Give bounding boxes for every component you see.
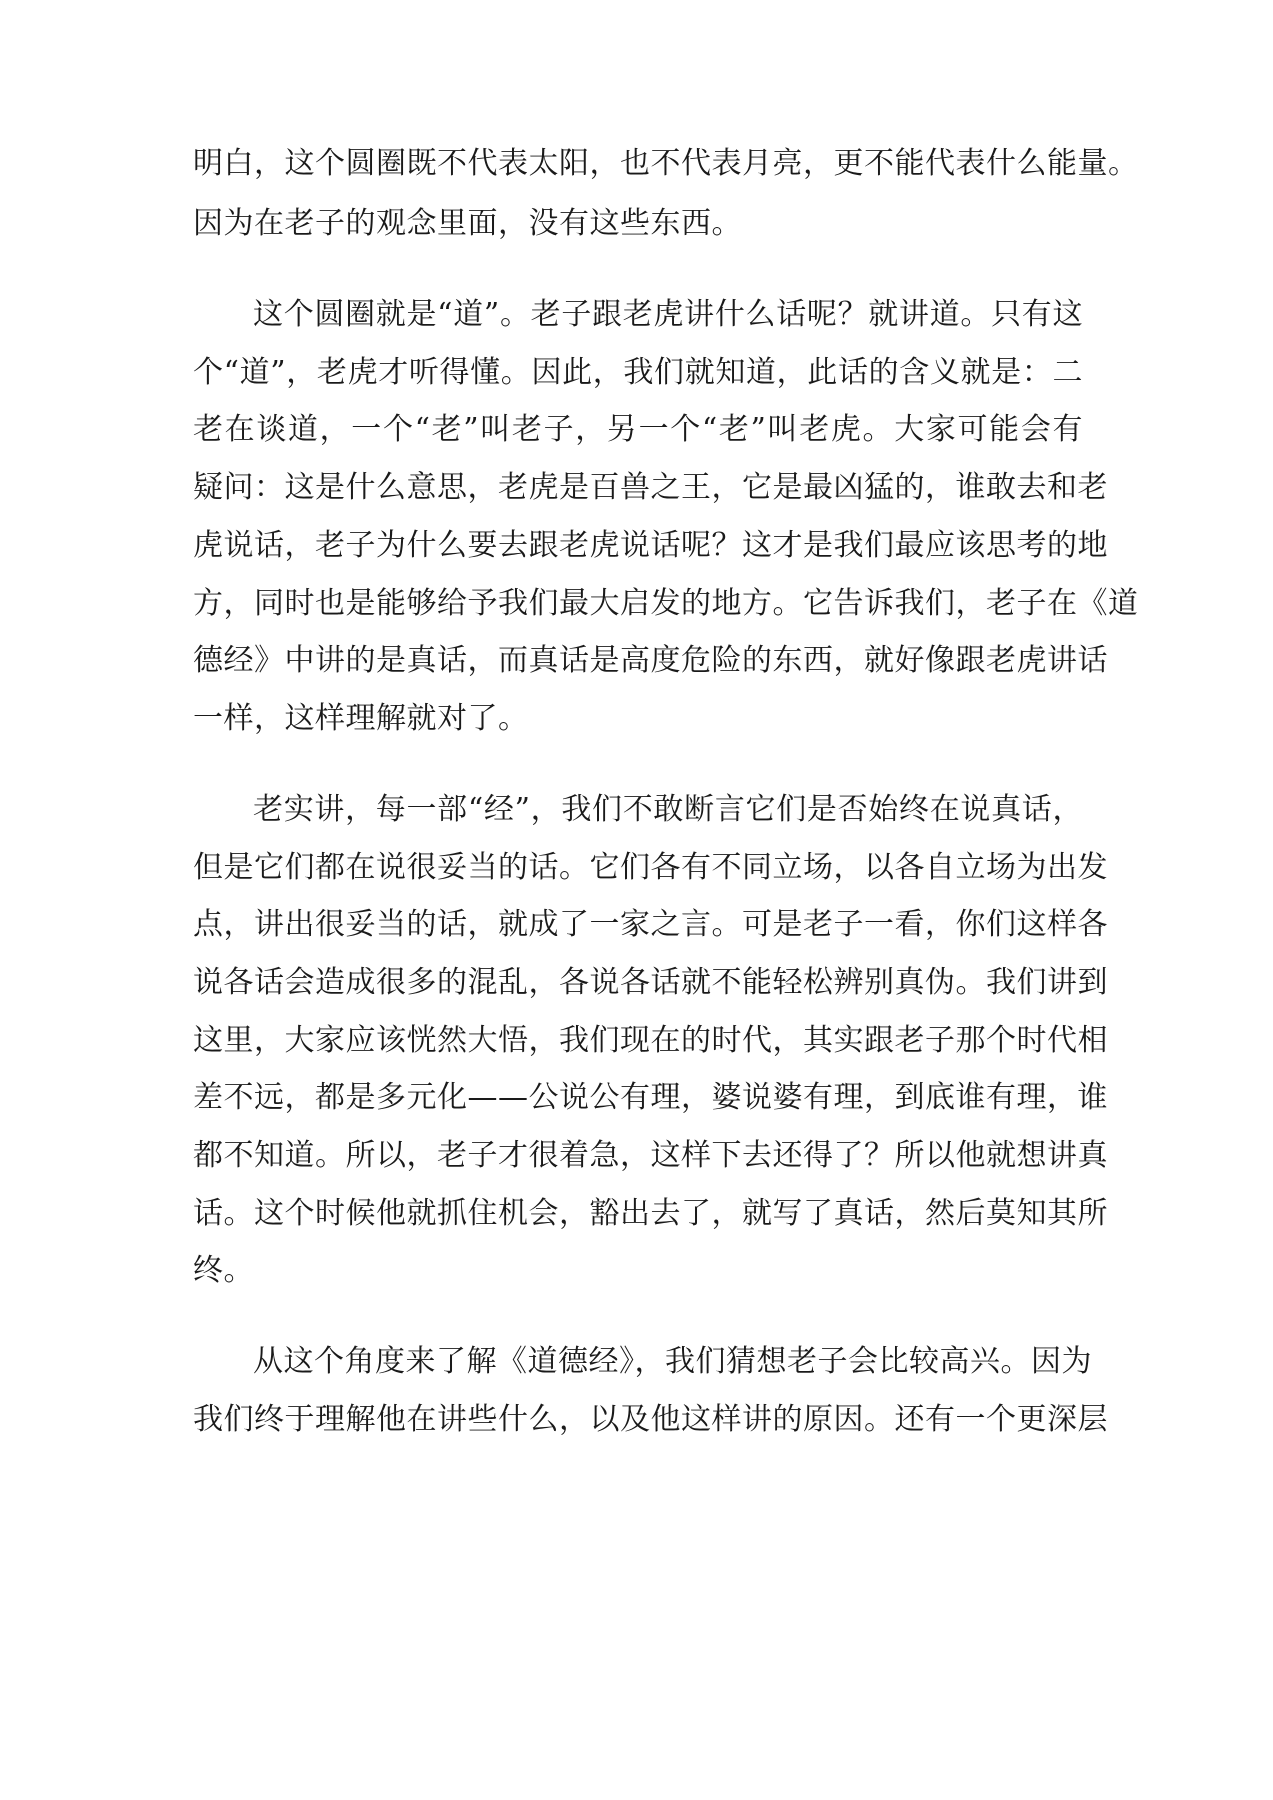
paragraph-3-line-4: 说各话会造成很多的混乱，各说各话就不能轻松辨别真伪。我们讲到 (193, 965, 1108, 1000)
paragraph-2-line-1: 这个圆圈就是“道”。老子跟老虎讲什么话呢？就讲道。只有这 (253, 297, 1083, 332)
paragraph-3-line-9: 终。 (193, 1253, 254, 1288)
paragraph-3-line-2: 但是它们都在说很妥当的话。它们各有不同立场，以各自立场为出发 (193, 850, 1108, 885)
paragraph-3-line-6: 差不远，都是多元化——公说公有理，婆说婆有理，到底谁有理，谁 (193, 1080, 1108, 1115)
paragraph-3-line-8: 话。这个时候他就抓住机会，豁出去了，就写了真话，然后莫知其所 (193, 1196, 1108, 1231)
paragraph-3-line-5: 这里，大家应该恍然大悟，我们现在的时代，其实跟老子那个时代相 (193, 1023, 1108, 1058)
paragraph-4-line-1: 从这个角度来了解《道德经》，我们猜想老子会比较高兴。因为 (253, 1344, 1092, 1379)
paragraph-2-line-6: 方，同时也是能够给予我们最大启发的地方。它告诉我们，老子在《道 (193, 586, 1139, 621)
paragraph-2-line-7: 德经》中讲的是真话，而真话是高度危险的东西，就好像跟老虎讲话 (193, 643, 1108, 678)
paragraph-1-line-1: 明白，这个圆圈既不代表太阳，也不代表月亮，更不能代表什么能量。 (193, 146, 1139, 181)
paragraph-2-line-5: 虎说话，老子为什么要去跟老虎说话呢？这才是我们最应该思考的地 (193, 528, 1108, 563)
paragraph-3-line-1: 老实讲，每一部“经”，我们不敢断言它们是否始终在说真话， (253, 792, 1083, 827)
paragraph-2-line-4: 疑问：这是什么意思，老虎是百兽之王，它是最凶猛的，谁敢去和老 (193, 470, 1108, 505)
paragraph-3-line-7: 都不知道。所以，老子才很着急，这样下去还得了？所以他就想讲真 (193, 1138, 1108, 1173)
paragraph-2-line-3: 老在谈道，一个“老”叫老子，另一个“老”叫老虎。大家可能会有 (193, 412, 1083, 447)
paragraph-1-line-2: 因为在老子的观念里面，没有这些东西。 (193, 206, 742, 241)
paragraph-4-line-2: 我们终于理解他在讲些什么，以及他这样讲的原因。还有一个更深层 (193, 1402, 1108, 1437)
paragraph-2-line-2: 个“道”，老虎才听得懂。因此，我们就知道，此话的含义就是：二 (193, 355, 1083, 390)
paragraph-2-line-8: 一样，这样理解就对了。 (193, 701, 529, 736)
paragraph-3-line-3: 点，讲出很妥当的话，就成了一家之言。可是老子一看，你们这样各 (193, 907, 1108, 942)
